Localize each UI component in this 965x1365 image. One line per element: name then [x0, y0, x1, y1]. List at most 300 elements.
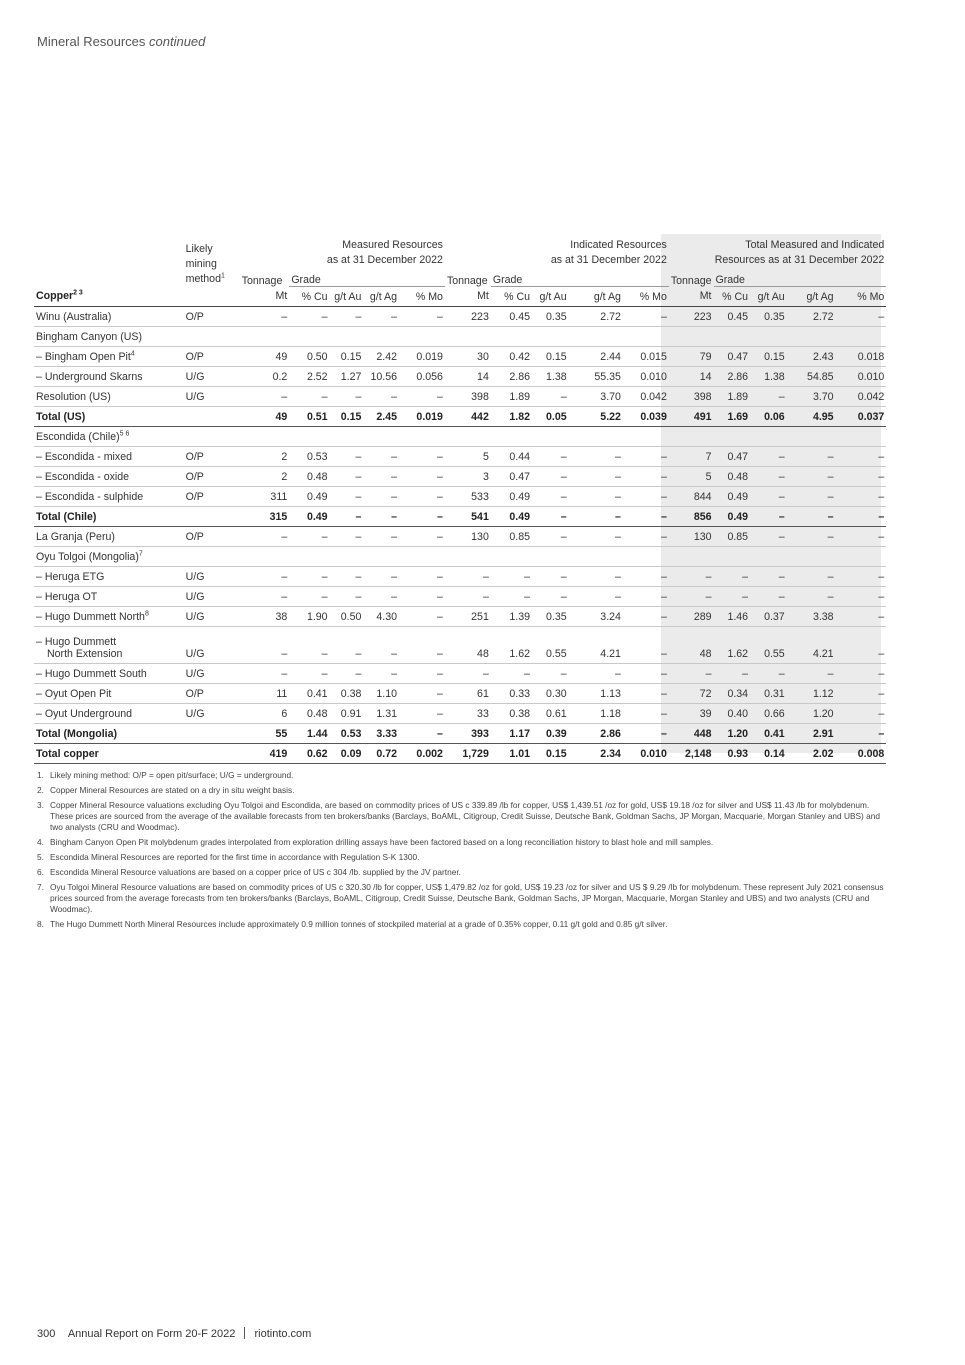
- table-row: [34, 587, 965, 607]
- table-cell: –: [623, 664, 669, 684]
- table-cell: 49: [240, 347, 290, 367]
- table-cell: 0.15: [330, 347, 364, 367]
- table-cell: –: [787, 587, 836, 607]
- table-row: [34, 627, 965, 664]
- table-cell: –: [787, 467, 836, 487]
- mining-method: U/G: [184, 607, 240, 627]
- table-cell: 0.015: [623, 347, 669, 367]
- footnote: [37, 882, 887, 915]
- table-cell: 2.52: [289, 367, 329, 387]
- table-cell: 4.30: [363, 607, 399, 627]
- total-tonnage-label: Tonnage: [670, 274, 712, 287]
- row-label: – Underground Skarns: [34, 367, 184, 387]
- table-cell: –: [787, 527, 836, 547]
- table-row: [34, 664, 965, 684]
- table-cell: –: [289, 627, 329, 664]
- table-row: [34, 744, 965, 764]
- mining-method: U/G: [184, 704, 240, 724]
- table-cell: [532, 327, 569, 347]
- table-cell: 419: [240, 744, 290, 764]
- table-cell: –: [363, 487, 399, 507]
- mining-method: O/P: [184, 684, 240, 704]
- unit-label: % Mo: [399, 287, 445, 307]
- table-cell: 0.41: [750, 724, 787, 744]
- table-cell: –: [363, 387, 399, 407]
- table-row: [34, 704, 965, 724]
- table-cell: –: [363, 447, 399, 467]
- row-label: Total (Mongolia): [34, 724, 184, 744]
- row-label: Total copper: [34, 744, 184, 764]
- table-cell: 2: [240, 447, 290, 467]
- table-cell: –: [363, 567, 399, 587]
- footnote-text: Copper Mineral Resource valuations excluding Oyu Tolgoi and Escondida, are based on commodity prices of US c 339.89 /lb for copper, US$ 1,439.51 /oz for gold, US$ 19.18 /oz for silver and US$ 11.43 /lb for molybdenum. These prices are sourced from the average of the available forecasts from ten brokers/banks (Barclays, BoAML, Citigroup, Credit Suisse, Deutsche Bank, Goldman Sachs, JP Morgan, Macquarie, Morgan Stanley and UBS) and two analysts (CRU and Woodmac).: [50, 800, 880, 832]
- table-cell: 0.039: [623, 407, 669, 427]
- table-cell: –: [750, 587, 787, 607]
- website-link[interactable]: riotinto.com: [254, 1328, 312, 1340]
- table-cell: –: [399, 627, 445, 664]
- table-cell: 2.44: [569, 347, 623, 367]
- unit-label: g/t Ag: [363, 287, 399, 307]
- footnote-number: 5.: [37, 852, 44, 862]
- table-cell: –: [532, 467, 569, 487]
- table-cell: –: [363, 467, 399, 487]
- table-cell: 2.45: [363, 407, 399, 427]
- table-cell: 2.42: [363, 347, 399, 367]
- table-cell: 0.2: [240, 367, 290, 387]
- table-cell: 3: [445, 467, 491, 487]
- table-cell: 223: [445, 307, 491, 327]
- table-cell: 0.14: [750, 744, 787, 764]
- footnotes: [37, 770, 887, 934]
- table-cell: 0.45: [491, 307, 532, 327]
- table-cell: 1.17: [491, 724, 532, 744]
- table-cell: [491, 547, 532, 567]
- table-cell: 223: [669, 307, 714, 327]
- table-cell: [714, 547, 751, 567]
- table-cell: –: [532, 447, 569, 467]
- table-row: [34, 467, 965, 487]
- table-cell: 2.91: [787, 724, 836, 744]
- row-label: Winu (Australia): [34, 307, 184, 327]
- table-cell: –: [750, 527, 787, 547]
- mining-method: U/G: [184, 387, 240, 407]
- table-cell: 541: [445, 507, 491, 527]
- table-cell: 0.47: [491, 467, 532, 487]
- indicated-header: Indicated Resources as at 31 December 2022: [550, 239, 667, 266]
- table-cell: –: [836, 664, 887, 684]
- table-cell: –: [623, 724, 669, 744]
- table-cell: –: [363, 587, 399, 607]
- mining-method: U/G: [184, 567, 240, 587]
- footnote-number: 6.: [37, 867, 44, 877]
- table-cell: 0.49: [714, 487, 751, 507]
- table-cell: 4.95: [787, 407, 836, 427]
- table-cell: 0.09: [330, 744, 364, 764]
- table-cell: [623, 547, 669, 567]
- measured-tonnage-label: Tonnage: [241, 274, 283, 287]
- table-cell: –: [445, 587, 491, 607]
- table-cell: –: [836, 467, 887, 487]
- row-label: – Hugo Dummett North$^8$: [34, 607, 184, 627]
- table-cell: –: [289, 527, 329, 547]
- table-cell: –: [836, 507, 887, 527]
- table-cell: –: [399, 724, 445, 744]
- row-label: – Escondida - sulphide: [34, 487, 184, 507]
- row-label: – Oyut Open Pit: [34, 684, 184, 704]
- total-header: Total Measured and Indicated Resources as at 31 December 2022: [714, 239, 885, 266]
- table-cell: –: [399, 567, 445, 587]
- table-cell: 38: [240, 607, 290, 627]
- units-row: [34, 287, 965, 307]
- table-cell: 79: [669, 347, 714, 367]
- table-cell: 1.38: [750, 367, 787, 387]
- unit-label: Mt: [669, 287, 714, 307]
- table-cell: 49: [240, 407, 290, 427]
- table-cell: 0.35: [532, 307, 569, 327]
- table-cell: 442: [445, 407, 491, 427]
- footnote: [37, 919, 887, 930]
- table-cell: [240, 547, 290, 567]
- table-cell: [750, 547, 787, 567]
- measured-grade-label: Grade: [289, 268, 445, 287]
- mining-method: [184, 327, 240, 347]
- table-cell: –: [363, 507, 399, 527]
- table-cell: –: [623, 307, 669, 327]
- table-cell: 0.010: [623, 744, 669, 764]
- table-cell: [445, 547, 491, 567]
- table-cell: –: [836, 587, 887, 607]
- table-cell: 0.48: [289, 467, 329, 487]
- table-cell: 1.44: [289, 724, 329, 744]
- table-cell: 1.20: [787, 704, 836, 724]
- footnote-number: 8.: [37, 919, 44, 929]
- table-cell: [569, 427, 623, 447]
- row-label: – Oyut Underground: [34, 704, 184, 724]
- table-cell: 0.019: [399, 407, 445, 427]
- table-cell: 1.10: [363, 684, 399, 704]
- table-cell: 398: [669, 387, 714, 407]
- table-cell: –: [330, 487, 364, 507]
- table-cell: –: [240, 567, 290, 587]
- table-cell: 0.05: [532, 407, 569, 427]
- table-cell: 1.82: [491, 407, 532, 427]
- table-cell: –: [836, 607, 887, 627]
- table-cell: –: [399, 704, 445, 724]
- table-cell: –: [363, 527, 399, 547]
- table-cell: –: [399, 307, 445, 327]
- table-cell: 0.47: [714, 347, 751, 367]
- table-cell: 0.008: [836, 744, 887, 764]
- table-cell: 2,148: [669, 744, 714, 764]
- table-cell: 0.49: [714, 507, 751, 527]
- table-cell: 1,729: [445, 744, 491, 764]
- row-label: Escondida (Chile)$^{5 6}$: [34, 427, 184, 447]
- table-cell: –: [289, 567, 329, 587]
- table-cell: –: [532, 587, 569, 607]
- table-cell: –: [623, 507, 669, 527]
- table-cell: 10.56: [363, 367, 399, 387]
- table-cell: 0.019: [399, 347, 445, 367]
- unit-label: g/t Au: [532, 287, 569, 307]
- footnote-text: The Hugo Dummett North Mineral Resources include approximately 0.9 million tonnes of stockpiled material at a grade of 0.35% copper, 0.11 g/t gold and 0.85 g/t silver.: [50, 919, 668, 929]
- table-row: [34, 427, 965, 447]
- table-cell: 2.86: [569, 724, 623, 744]
- table-cell: –: [787, 567, 836, 587]
- table-cell: 33: [445, 704, 491, 724]
- table-cell: 4.21: [787, 627, 836, 664]
- table-row: [34, 347, 965, 367]
- table-row: [34, 387, 965, 407]
- table-cell: –: [836, 447, 887, 467]
- table-cell: –: [750, 567, 787, 587]
- footnote: [37, 867, 887, 878]
- table-cell: 1.27: [330, 367, 364, 387]
- unit-label: g/t Au: [750, 287, 787, 307]
- table-cell: –: [240, 527, 290, 547]
- footnote-number: 2.: [37, 785, 44, 795]
- table-cell: [836, 427, 887, 447]
- table-cell: 0.018: [836, 347, 887, 367]
- table-row: [34, 307, 965, 327]
- table-cell: 1.69: [714, 407, 751, 427]
- table-cell: –: [289, 587, 329, 607]
- table-cell: 2.43: [787, 347, 836, 367]
- table-cell: [714, 427, 751, 447]
- table-cell: –: [399, 447, 445, 467]
- table-cell: –: [569, 664, 623, 684]
- table-cell: –: [836, 684, 887, 704]
- footnote-number: 1.: [37, 770, 44, 780]
- table-cell: 1.46: [714, 607, 751, 627]
- report-title: Annual Report on Form 20-F 2022: [67, 1328, 236, 1340]
- table-cell: 3.33: [363, 724, 399, 744]
- table-cell: –: [569, 487, 623, 507]
- table-cell: 0.40: [714, 704, 751, 724]
- row-label: Oyu Tolgoi (Mongolia)$^7$: [34, 547, 184, 567]
- table-cell: [330, 427, 364, 447]
- table-cell: –: [330, 447, 364, 467]
- table-cell: 0.002: [399, 744, 445, 764]
- table-cell: –: [750, 507, 787, 527]
- table-cell: [836, 547, 887, 567]
- table-cell: [532, 547, 569, 567]
- table-cell: 0.34: [714, 684, 751, 704]
- table-cell: 30: [445, 347, 491, 367]
- table-cell: –: [750, 664, 787, 684]
- table-cell: 0.47: [714, 447, 751, 467]
- table-cell: –: [669, 567, 714, 587]
- table-row: [34, 447, 965, 467]
- table-cell: –: [330, 587, 364, 607]
- table-cell: 0.35: [532, 607, 569, 627]
- table-cell: 0.93: [714, 744, 751, 764]
- table-cell: 0.49: [491, 487, 532, 507]
- table-cell: 0.010: [836, 367, 887, 387]
- table-cell: –: [532, 527, 569, 547]
- table-cell: –: [532, 507, 569, 527]
- table-cell: [240, 327, 290, 347]
- indicated-grade-label: Grade: [491, 268, 669, 287]
- table-cell: 61: [445, 684, 491, 704]
- row-label: Total (Chile): [34, 507, 184, 527]
- table-cell: 1.38: [532, 367, 569, 387]
- footnote-number: 3.: [37, 800, 44, 810]
- footnote: [37, 785, 887, 796]
- table-cell: –: [532, 487, 569, 507]
- table-cell: [363, 547, 399, 567]
- table-cell: [491, 427, 532, 447]
- table-row: [34, 367, 965, 387]
- table-cell: 0.72: [363, 744, 399, 764]
- unit-label: g/t Au: [330, 287, 364, 307]
- row-label: – Heruga OT: [34, 587, 184, 607]
- table-cell: –: [240, 664, 290, 684]
- table-cell: 3.70: [569, 387, 623, 407]
- mining-method: U/G: [184, 664, 240, 684]
- table-cell: 0.06: [750, 407, 787, 427]
- table-cell: 448: [669, 724, 714, 744]
- table-cell: –: [836, 527, 887, 547]
- table-cell: 0.15: [330, 407, 364, 427]
- table-cell: –: [399, 507, 445, 527]
- table-cell: [836, 327, 887, 347]
- table-cell: 844: [669, 487, 714, 507]
- table-cell: 0.30: [532, 684, 569, 704]
- row-label: Bingham Canyon (US): [34, 327, 184, 347]
- header-row-1: [34, 236, 965, 268]
- table-row: [34, 507, 965, 527]
- table-cell: –: [532, 567, 569, 587]
- table-cell: –: [491, 567, 532, 587]
- footnote-text: Escondida Mineral Resources are reported for the first time in accordance with Regulation S-K 1300.: [50, 852, 420, 862]
- table-cell: 0.44: [491, 447, 532, 467]
- row-label: – Escondida - mixed: [34, 447, 184, 467]
- row-label: – Escondida - oxide: [34, 467, 184, 487]
- table-row: [34, 327, 965, 347]
- table-cell: –: [330, 507, 364, 527]
- table-row: [34, 724, 965, 744]
- table-cell: [669, 547, 714, 567]
- table-cell: 0.042: [836, 387, 887, 407]
- table-cell: 72: [669, 684, 714, 704]
- unit-label: Mt: [445, 287, 491, 307]
- table-cell: –: [399, 467, 445, 487]
- table-cell: –: [399, 664, 445, 684]
- footnote: [37, 770, 887, 781]
- mining-method: [184, 547, 240, 567]
- table-cell: 0.91: [330, 704, 364, 724]
- table-cell: [623, 327, 669, 347]
- table-cell: 0.49: [491, 507, 532, 527]
- table-cell: 130: [669, 527, 714, 547]
- mining-method: [184, 724, 240, 744]
- table-cell: 856: [669, 507, 714, 527]
- table-cell: 6: [240, 704, 290, 724]
- table-cell: 0.010: [623, 367, 669, 387]
- table-cell: –: [289, 387, 329, 407]
- table-cell: 315: [240, 507, 290, 527]
- table-cell: –: [569, 587, 623, 607]
- table-cell: 1.20: [714, 724, 751, 744]
- table-cell: –: [445, 567, 491, 587]
- commodity-label: Copper$^{2 3}$: [34, 287, 184, 307]
- table-cell: 0.15: [532, 744, 569, 764]
- footnote-text: Escondida Mineral Resource valuations are based on a copper price of US c 304 /lb. supplied by the JV partner.: [50, 867, 461, 877]
- table-cell: 2.72: [569, 307, 623, 327]
- table-cell: –: [445, 664, 491, 684]
- table-cell: 130: [445, 527, 491, 547]
- table-cell: –: [623, 447, 669, 467]
- table-cell: [289, 427, 329, 447]
- table-cell: 0.53: [330, 724, 364, 744]
- mining-method: U/G: [184, 367, 240, 387]
- table-cell: 3.24: [569, 607, 623, 627]
- row-label: – Bingham Open Pit$^4$: [34, 347, 184, 367]
- table-cell: –: [240, 387, 290, 407]
- row-label: Total (US): [34, 407, 184, 427]
- table-cell: –: [623, 587, 669, 607]
- table-cell: –: [623, 487, 669, 507]
- table-cell: –: [399, 527, 445, 547]
- table-cell: 14: [445, 367, 491, 387]
- table-cell: –: [836, 487, 887, 507]
- table-cell: 0.38: [330, 684, 364, 704]
- table-cell: [491, 327, 532, 347]
- table-cell: –: [289, 307, 329, 327]
- table-cell: [669, 427, 714, 447]
- mining-method-header: Likely mining method$^1$: [185, 242, 225, 285]
- table-cell: 0.39: [532, 724, 569, 744]
- table-cell: 0.55: [750, 627, 787, 664]
- table-cell: 0.037: [836, 407, 887, 427]
- table-cell: –: [330, 307, 364, 327]
- copper-resources-table: [34, 236, 965, 764]
- table-cell: –: [363, 307, 399, 327]
- table-cell: 0.41: [289, 684, 329, 704]
- unit-label: g/t Ag: [569, 287, 623, 307]
- table-cell: 2.86: [491, 367, 532, 387]
- table-cell: –: [623, 627, 669, 664]
- table-cell: –: [787, 447, 836, 467]
- table-cell: 3.70: [787, 387, 836, 407]
- table-cell: 1.62: [714, 627, 751, 664]
- footnote-number: 7.: [37, 882, 44, 892]
- table-cell: 0.056: [399, 367, 445, 387]
- table-cell: [787, 547, 836, 567]
- table-cell: 1.12: [787, 684, 836, 704]
- table-cell: [623, 427, 669, 447]
- table-cell: 0.35: [750, 307, 787, 327]
- table-cell: 0.042: [623, 387, 669, 407]
- table-row: [34, 527, 965, 547]
- table-cell: 5: [669, 467, 714, 487]
- footnote-text: Oyu Tolgoi Mineral Resource valuations are based on commodity prices of US c 320.30 /lb for copper, US$ 1,479.82 /oz for gold, US$ 19.23 /oz for silver and US $ 9.29 /lb for molybdenum. These represent July 2021 consensus prices sourced from the average forecasts from ten brokers/banks (Barclays, BoAML, Citigroup, Credit Suisse, Deutsche Bank, Goldman Sachs, JP Morgan, Macquarie, Morgan Stanley and UBS) and two analysts (CRU and Woodmac).: [50, 882, 884, 914]
- table-cell: –: [836, 704, 887, 724]
- table-cell: 0.48: [714, 467, 751, 487]
- table-cell: –: [532, 664, 569, 684]
- table-cell: 0.15: [532, 347, 569, 367]
- table-cell: –: [289, 664, 329, 684]
- table-cell: 311: [240, 487, 290, 507]
- mining-method: O/P: [184, 487, 240, 507]
- table-cell: [289, 327, 329, 347]
- table-cell: 2.34: [569, 744, 623, 764]
- table-cell: 0.15: [750, 347, 787, 367]
- mining-method: O/P: [184, 307, 240, 327]
- table-cell: 491: [669, 407, 714, 427]
- table-cell: 1.62: [491, 627, 532, 664]
- mining-method: [184, 744, 240, 764]
